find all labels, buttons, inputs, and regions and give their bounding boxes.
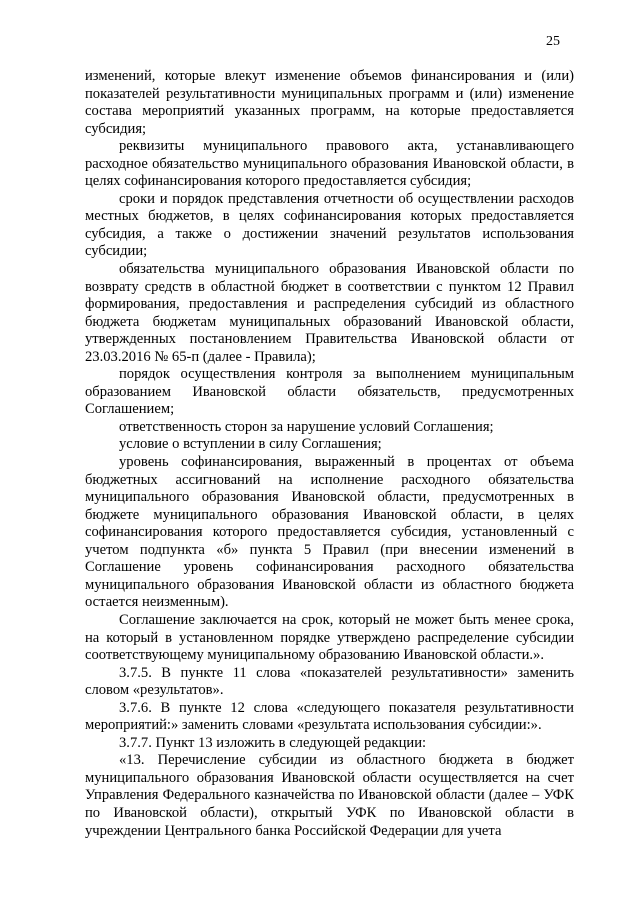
paragraph-item-13: «13. Перечисление субсидии из областного бюджета в бюджет муниципального образования Ивановской области осуществляется на счет Управления Федерального казначейства по Ивановской области (далее – УФК по Ивановской области), открытый УФК по Ивановской области в учреждении Центрального банка Российской Федерации для учета — [85, 752, 574, 839]
page-number: 25 — [546, 34, 560, 49]
paragraph-entry-into-force: условие о вступлении в силу Соглашения; — [119, 436, 382, 453]
paragraph-3-7-7: 3.7.7. Пункт 13 изложить в следующей редакции: — [119, 734, 427, 751]
paragraph-cofinancing-level: уровень софинансирования, выраженный в процентах от объема бюджетных ассигнований на исполнение расходного обязательства муниципального образования Ивановской области, предусмотренных в бюджете муниципального образования Ивановской области, в целях софинансирования которого предоставляется субсидия, установленный с учетом подпункта «б» пункта 5 Правил (при внесении изменений в Соглашение уровень софинансирования расходного обязательства муниципального образования Ивановской области из областного бюджета остается неизменным). — [85, 454, 574, 611]
paragraph-control-procedure: порядок осуществления контроля за выполнением муниципальным образованием Ивановской области обязательств, предусмотренных Соглашением; — [85, 366, 574, 418]
paragraph-refund-obligations: обязательства муниципального образования Ивановской области по возврату средств в областной бюджет в соответствии с пунктом 12 Правил формирования, предоставления и распределения субсидий из областного бюджета бюджетам муниципальных образований Ивановской области, утвержденных постановлением Правительства Ивановской области от 23.03.2016 № 65-п (далее - Правила); — [85, 261, 574, 365]
document-body — [85, 68, 574, 840]
paragraph-3-7-5: 3.7.5. В пункте 11 слова «показателей результативности» заменить словом «результатов». — [85, 664, 574, 699]
paragraph-legal-act-details: реквизиты муниципального правового акта, устанавливающего расходное обязательство муниципального образования Ивановской области, в целях софинансирования которого предоставляется субсидия; — [85, 138, 574, 190]
paragraph-liability: ответственность сторон за нарушение условий Соглашения; — [119, 418, 494, 435]
paragraph-agreement-term: Соглашение заключается на срок, который не может быть менее срока, на который в установленном порядке утверждено распределение субсидии соответствующему муниципальному образованию Ивановской области.». — [85, 611, 574, 664]
paragraph-continuation: изменений, которые влекут изменение объемов финансирования и (или) показателей результативности муниципальных программ и (или) изменение состава мероприятий указанных программ, на которые предоставляется субсидия; — [85, 68, 574, 137]
paragraph-3-7-6: 3.7.6. В пункте 12 слова «следующего показателя результативности мероприятий:» заменить словами «результата использования субсидии:». — [85, 699, 574, 734]
paragraph-reporting-terms: сроки и порядок представления отчетности об осуществлении расходов местных бюджетов, в целях софинансирования которых предоставляется субсидия, а также о достижении значений результатов использования субсидии; — [85, 190, 574, 260]
